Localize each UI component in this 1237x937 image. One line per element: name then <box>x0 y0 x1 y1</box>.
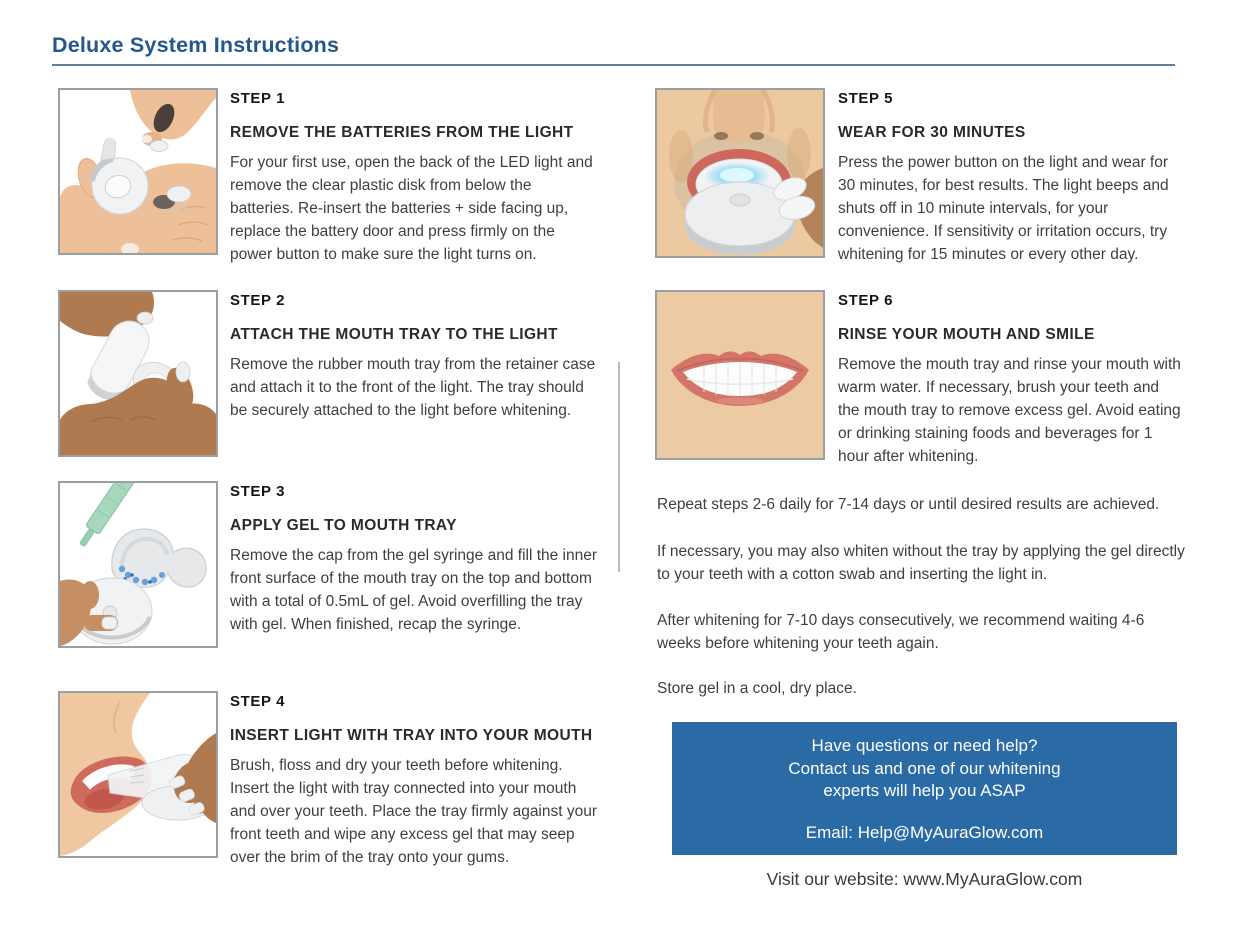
note-waiting-period: After whitening for 7-10 days consecutively, we recommend waiting 4-6 weeks before whitening your teeth again. <box>657 612 1145 652</box>
step-3-label: STEP 3 <box>230 483 286 500</box>
step-4-body: Brush, floss and dry your teeth before whitening. Insert the light with tray connected into your mouth and over your teeth. Place the tray firmly against your front teeth and wipe any excess gel that may seep over the brim of the tray onto your gums. <box>230 757 598 866</box>
step-1-body: For your first use, open the back of the LED light and remove the clear plastic disk from below the batteries. Re-insert the batteries + side facing up, replace the battery door and press firmly on the power button to make sure the light turns on. <box>230 154 593 263</box>
step-4 <box>58 691 598 869</box>
step-3 <box>58 481 598 648</box>
step-3-heading: APPLY GEL TO MOUTH TRAY <box>230 517 457 534</box>
syringe-applying-gel-illustration <box>60 483 216 646</box>
note-whiten-without-tray: If necessary, you may also whiten without the tray by applying the gel directly to your teeth with a cotton swab and inserting the light in. <box>657 543 1185 583</box>
contact-line-3: experts will help you ASAP <box>823 781 1026 800</box>
step-4-heading: INSERT LIGHT WITH TRAY INTO YOUR MOUTH <box>230 727 593 744</box>
step-2 <box>58 290 598 457</box>
column-divider <box>618 362 620 572</box>
step-1-heading: REMOVE THE BATTERIES FROM THE LIGHT <box>230 124 574 141</box>
smiling-mouth-illustration <box>657 292 823 458</box>
step-3-body: Remove the cap from the gel syringe and fill the inner front surface of the mouth tray on the top and bottom with a total of 0.5mL of gel. Avoid overfilling the tray with gel. When finished, recap the syringe. <box>230 547 598 633</box>
step-1-figure <box>58 88 218 255</box>
step-6 <box>655 290 1184 468</box>
step-5-heading: WEAR FOR 30 MINUTES <box>838 124 1026 141</box>
wearing-light-in-mouth-illustration <box>657 90 823 256</box>
step-4-label: STEP 4 <box>230 693 286 710</box>
step-6-heading: RINSE YOUR MOUTH AND SMILE <box>838 326 1095 343</box>
step-5 <box>655 88 1184 266</box>
contact-email: Email: Help@MyAuraGlow.com <box>805 822 1044 842</box>
contact-line-2: Contact us and one of our whitening <box>788 758 1061 778</box>
step-2-label: STEP 2 <box>230 292 286 309</box>
contact-line-1: Have questions or need help? <box>811 736 1038 755</box>
hands-removing-batteries-illustration <box>60 90 216 253</box>
step-2-figure <box>58 290 218 457</box>
step-5-body: Press the power button on the light and wear for 30 minutes, for best results. The light beeps and shuts off in 10 minute intervals, for your convenience. If sensitivity or irritation occurs, try whitening for 15 minutes or every other day. <box>838 154 1169 263</box>
step-2-body: Remove the rubber mouth tray from the retainer case and attach it to the front of the light. The tray should be securely attached to the light before whitening. <box>230 356 596 419</box>
step-5-figure <box>655 88 825 258</box>
step-2-heading: ATTACH THE MOUTH TRAY TO THE LIGHT <box>230 326 558 343</box>
page-title: Deluxe System Instructions <box>52 33 340 57</box>
step-1 <box>58 88 598 266</box>
contact-box <box>672 722 1177 855</box>
step-6-label: STEP 6 <box>838 292 894 309</box>
title-rule <box>52 64 1175 66</box>
step-6-figure <box>655 290 825 460</box>
note-storage: Store gel in a cool, dry place. <box>657 680 857 697</box>
step-5-label: STEP 5 <box>838 90 894 107</box>
step-3-figure <box>58 481 218 648</box>
inserting-light-into-mouth-illustration <box>60 693 216 856</box>
hands-attaching-tray-illustration <box>60 292 216 455</box>
step-1-label: STEP 1 <box>230 90 286 107</box>
note-repeat-steps: Repeat steps 2-6 daily for 7-14 days or until desired results are achieved. <box>657 496 1160 513</box>
website-line: Visit our website: www.MyAuraGlow.com <box>766 869 1083 889</box>
step-4-figure <box>58 691 218 858</box>
step-6-body: Remove the mouth tray and rinse your mouth with warm water. If necessary, brush your teeth and the mouth tray to remove excess gel. Avoid eating or drinking staining foods and beverages for 1 hour after whitening. <box>838 356 1181 465</box>
